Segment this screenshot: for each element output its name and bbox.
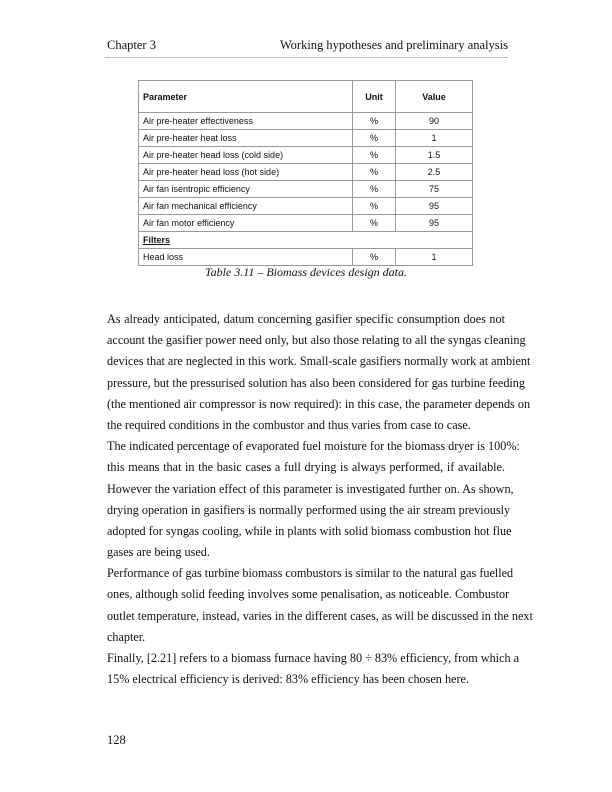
- value-cell: 1: [396, 130, 473, 147]
- unit-cell: %: [353, 181, 396, 198]
- unit-cell: %: [353, 147, 396, 164]
- parameter-cell: Air pre-heater effectiveness: [139, 113, 353, 130]
- parameter-cell: Air fan mechanical efficiency: [139, 198, 353, 215]
- parameter-cell: Air fan motor efficiency: [139, 215, 353, 232]
- paragraph: [107, 309, 531, 436]
- table-row: [139, 181, 473, 198]
- text-line: this means that in the basic cases a full drying is always performed, if available.: [107, 460, 505, 475]
- unit-cell: %: [353, 198, 396, 215]
- value-cell: 1: [396, 249, 473, 266]
- text-line: ones, although solid feeding involves some penalisation, as noticeable. Combustor: [107, 587, 510, 602]
- parameter-cell: Head loss: [139, 249, 353, 266]
- text-line: devices that are neglected in this work. Small-scale gasifiers normally work at ambient: [107, 354, 531, 369]
- parameter-cell: Air pre-heater head loss (hot side): [139, 164, 353, 181]
- unit-cell: %: [353, 215, 396, 232]
- paragraph: [107, 648, 520, 690]
- unit-cell: %: [353, 164, 396, 181]
- text-line: Performance of gas turbine biomass combustors is similar to the natural gas fuelled: [107, 566, 514, 581]
- paragraph: [107, 563, 533, 648]
- paragraph: [107, 436, 520, 563]
- value-cell: 1.5: [396, 147, 473, 164]
- column-header: Parameter: [139, 81, 353, 113]
- value-cell: 75: [396, 181, 473, 198]
- body-text: [107, 309, 533, 690]
- table-row: [139, 249, 473, 266]
- unit-cell: %: [353, 130, 396, 147]
- text-line: (the mentioned air compressor is now required): in this case, the parameter depends on: [107, 396, 531, 411]
- running-header-chapter: Chapter 3: [107, 38, 156, 52]
- text-line: 15% electrical efficiency is derived: 83% efficiency has been chosen here.: [107, 672, 469, 687]
- unit-cell: %: [353, 113, 396, 130]
- table-row: [139, 130, 473, 147]
- table-header-row: [139, 81, 473, 113]
- header-rule: [105, 57, 508, 58]
- text-line: outlet temperature, instead, varies in the different cases, as will be discussed in the next: [107, 608, 533, 623]
- table-section-row: [139, 232, 473, 249]
- table-row: [139, 147, 473, 164]
- page-number: 128: [107, 733, 126, 747]
- design-data-table: [138, 80, 473, 266]
- running-header-title: Working hypotheses and preliminary analysis: [279, 38, 508, 52]
- value-cell: 90: [396, 113, 473, 130]
- table-row: [139, 215, 473, 232]
- text-line: As already anticipated, datum concerning gasifier specific consumption does not: [107, 312, 505, 326]
- section-label: Filters: [139, 232, 473, 249]
- parameter-cell: Air pre-heater heat loss: [139, 130, 353, 147]
- value-cell: 95: [396, 198, 473, 215]
- table-caption: Table 3.11 – Biomass devices design data.: [205, 265, 407, 279]
- text-line: the required conditions in the combustor and thus varies from case to case.: [107, 417, 471, 432]
- table-row: [139, 113, 473, 130]
- table-row: [139, 164, 473, 181]
- text-line: chapter.: [107, 629, 146, 644]
- unit-cell: %: [353, 249, 396, 266]
- text-line: drying operation in gasifiers is normally performed using the air stream previously: [107, 502, 511, 517]
- parameter-cell: Air fan isentropic efficiency: [139, 181, 353, 198]
- text-line: account the gasifier power need only, but also those relating to all the syngas cleaning: [107, 333, 526, 348]
- text-line: Finally, [2.21] refers to a biomass furnace having 80 ÷ 83% efficiency, from which a: [107, 651, 520, 665]
- table-row: [139, 198, 473, 215]
- text-line: The indicated percentage of evaporated fuel moisture for the biomass dryer is 100%:: [107, 439, 520, 454]
- column-header: Value: [396, 81, 473, 113]
- text-line: However the variation effect of this parameter is investigated further on. As shown,: [107, 481, 514, 496]
- value-cell: 95: [396, 215, 473, 232]
- text-line: pressure, but the pressurised solution has also been considered for gas turbine feeding: [107, 375, 525, 390]
- parameter-cell: Air pre-heater head loss (cold side): [139, 147, 353, 164]
- text-line: gases are being used.: [107, 545, 210, 560]
- column-header: Unit: [353, 81, 396, 113]
- text-line: adopted for syngas cooling, while in plants with solid biomass combustion hot flue: [107, 523, 512, 538]
- value-cell: 2.5: [396, 164, 473, 181]
